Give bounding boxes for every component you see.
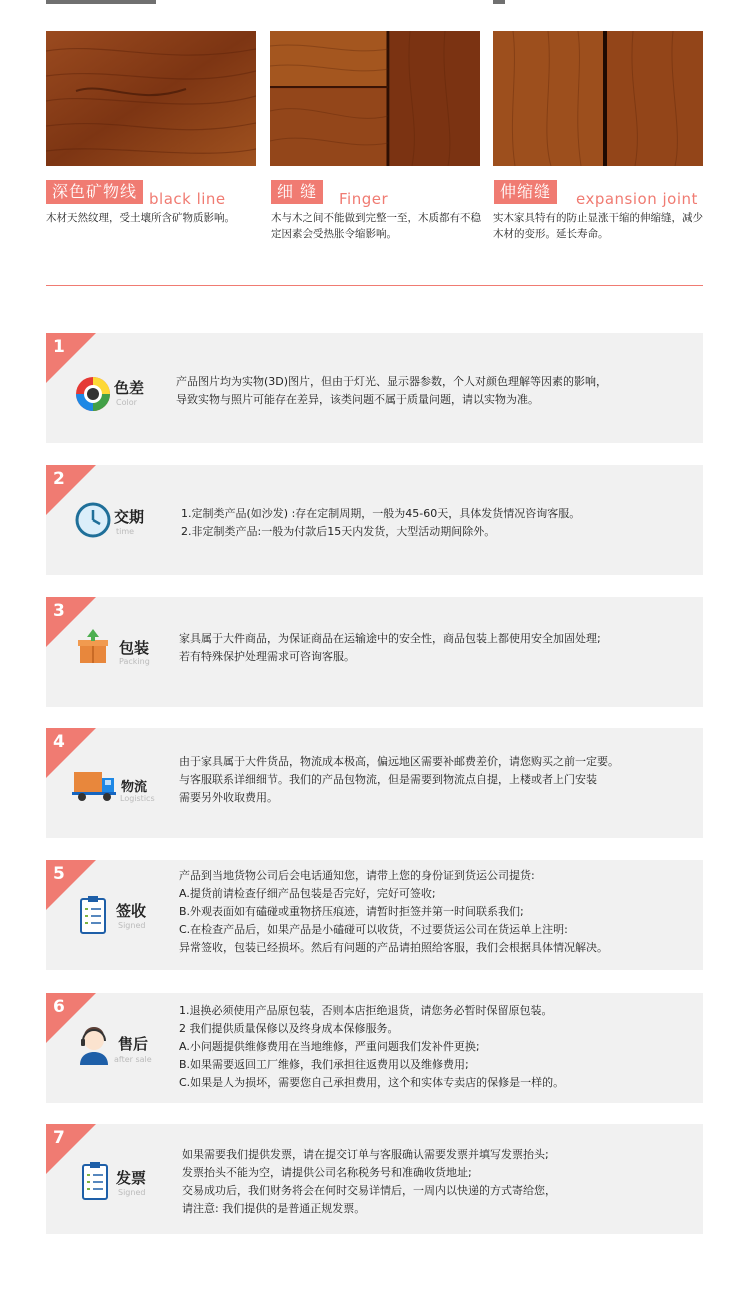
notice-card-signed [46,860,703,970]
notice-line: 异常签收，包装已经损坏。然后有问题的产品请拍照给客服，我们会根据具体情况解决。 [179,941,608,954]
feature-tag-black-line: 深色矿物线 [46,180,143,204]
notice-line: B.外观表面如有磕碰或重物挤压痕迹，请暂时拒签并第一时间联系我们; [179,905,524,918]
notice-title-en: Signed [118,1188,146,1197]
notice-line: 1.退换必须使用产品原包装，否则本店拒绝退货，请您务必暂时保留原包装。 [179,1004,553,1017]
notice-body [179,1002,564,1092]
notice-title-en: Color [116,398,137,407]
clipboard-icon [80,896,118,934]
notice-body [179,630,601,666]
notice-line: C.在检查产品后，如果产品是小磕碰可以收货，不过要货运公司在货运单上注明: [179,923,568,936]
notice-title: 签收 [116,902,147,920]
notice-number: 5 [53,864,65,884]
notice-number: 6 [53,997,65,1017]
notice-card-color [46,333,703,443]
notice-card-time [46,465,703,575]
section-divider [46,285,703,286]
feature-desc-finger: 木与木之间不能做到完整一至，木质都有不稳定因素会受热胀令缩影响。 [271,212,481,240]
notice-title: 交期 [114,508,145,526]
notice-title: 物流 [121,780,148,795]
feature-tag-finger: 细 缝 [271,180,323,204]
notice-body [179,867,608,957]
color-wheel-icon [74,375,112,413]
notice-body [176,373,607,409]
cropped-text-left [46,0,156,4]
notice-line: 由于家具属于大件货品，物流成本极高，偏远地区需要补邮费差价，请您购买之前一定要。 [179,755,619,768]
notice-line: 需要另外收取费用。 [179,791,278,804]
notice-line: 交易成功后，我们财务将会在何时交易详情后，一周内以快递的方式寄给您， [182,1184,556,1197]
notice-number: 2 [53,469,65,489]
notice-number: 1 [53,337,65,357]
support-agent-icon [78,1027,116,1065]
notice-title-en: after sale [114,1055,152,1064]
cropped-text-right [493,0,505,4]
notice-body [182,1146,556,1218]
truck-icon [72,768,116,806]
wood-photo-finger [270,31,480,166]
notice-title: 包装 [119,639,150,657]
notice-line: 与客服联系详细细节。我们的产品包物流，但是需要到物流点自提，上楼或者上门安装 [179,773,597,786]
feature-tag-en-black-line: black line [149,190,226,208]
notice-card-invoice [46,1124,703,1234]
package-icon [74,627,112,665]
notice-line: 若有特殊保护处理需求可咨询客服。 [179,650,355,663]
wood-photo-expansion-joint [493,31,703,166]
notice-card-packing [46,597,703,707]
notice-title-en: Packing [119,657,150,666]
notice-line: 请注意: 我们提供的是普通正规发票。 [182,1202,366,1215]
notice-card-after-sale [46,993,703,1103]
notice-line: 如果需要我们提供发票，请在提交订单与客服确认需要发票并填写发票抬头; [182,1148,549,1161]
notice-line: 家具属于大件商品，为保证商品在运输途中的安全性，商品包装上都使用安全加固处理; [179,632,601,645]
notice-line: A.提货前请检查仔细产品包装是否完好，完好可签收; [179,887,436,900]
notice-body [179,753,619,807]
notice-line: B.如果需要返回工厂维修，我们承担往返费用以及维修费用; [179,1058,469,1071]
feature-tag-en-finger: Finger [339,190,389,208]
notice-title-en: Signed [118,921,146,930]
notice-title-en: time [116,527,135,536]
feature-tag-en-expansion-joint: expansion joint [576,190,698,208]
notice-line: 产品到当地货物公司后会电话通知您，请带上您的身份证到货运公司提货: [179,869,535,882]
notice-line: C.如果是人为损坏，需要您自己承担费用，这个和实体专卖店的保修是一样的。 [179,1076,565,1089]
notice-title-en: Logistics [120,794,155,803]
notice-line: 2.非定制类产品:一般为付款后15天内发货，大型活动期间除外。 [181,525,496,538]
notice-title: 色差 [114,379,145,397]
notice-number: 7 [53,1128,65,1148]
notice-line: A.小问题提供维修费用在当地维修，严重问题我们发补件更换; [179,1040,480,1053]
clipboard-icon [82,1162,120,1200]
notice-line: 发票抬头不能为空，请提供公司名称税务号和准确收货地址; [182,1166,472,1179]
notice-line: 1.定制类产品(如沙发) :存在定制周期，一般为45-60天，具体发货情况咨询客服。 [181,507,581,520]
notice-line: 2 我们提供质量保修以及终身成本保修服务。 [179,1022,399,1035]
notice-line: 产品图片均为实物(3D)图片，但由于灯光、显示器参数，个人对颜色理解等因素的影响， [176,375,608,388]
notice-number: 4 [53,732,65,752]
notice-title: 售后 [118,1035,149,1053]
notice-card-logistics [46,728,703,838]
notice-title: 发票 [116,1169,147,1187]
notice-body [181,505,580,541]
feature-desc-expansion-joint: 实木家具特有的防止显涨干缩的伸缩缝，减少木材的变形。延长寿命。 [493,212,703,240]
notice-line: 导致实物与照片可能存在差异，该类问题不属于质量问题，请以实物为准。 [176,393,539,406]
clock-icon [74,501,112,539]
notice-number: 3 [53,601,65,621]
feature-tag-expansion-joint: 伸缩缝 [494,180,557,204]
wood-photo-black-line [46,31,256,166]
feature-desc-black-line: 木材天然纹理，受土壤所含矿物质影响。 [46,212,235,224]
